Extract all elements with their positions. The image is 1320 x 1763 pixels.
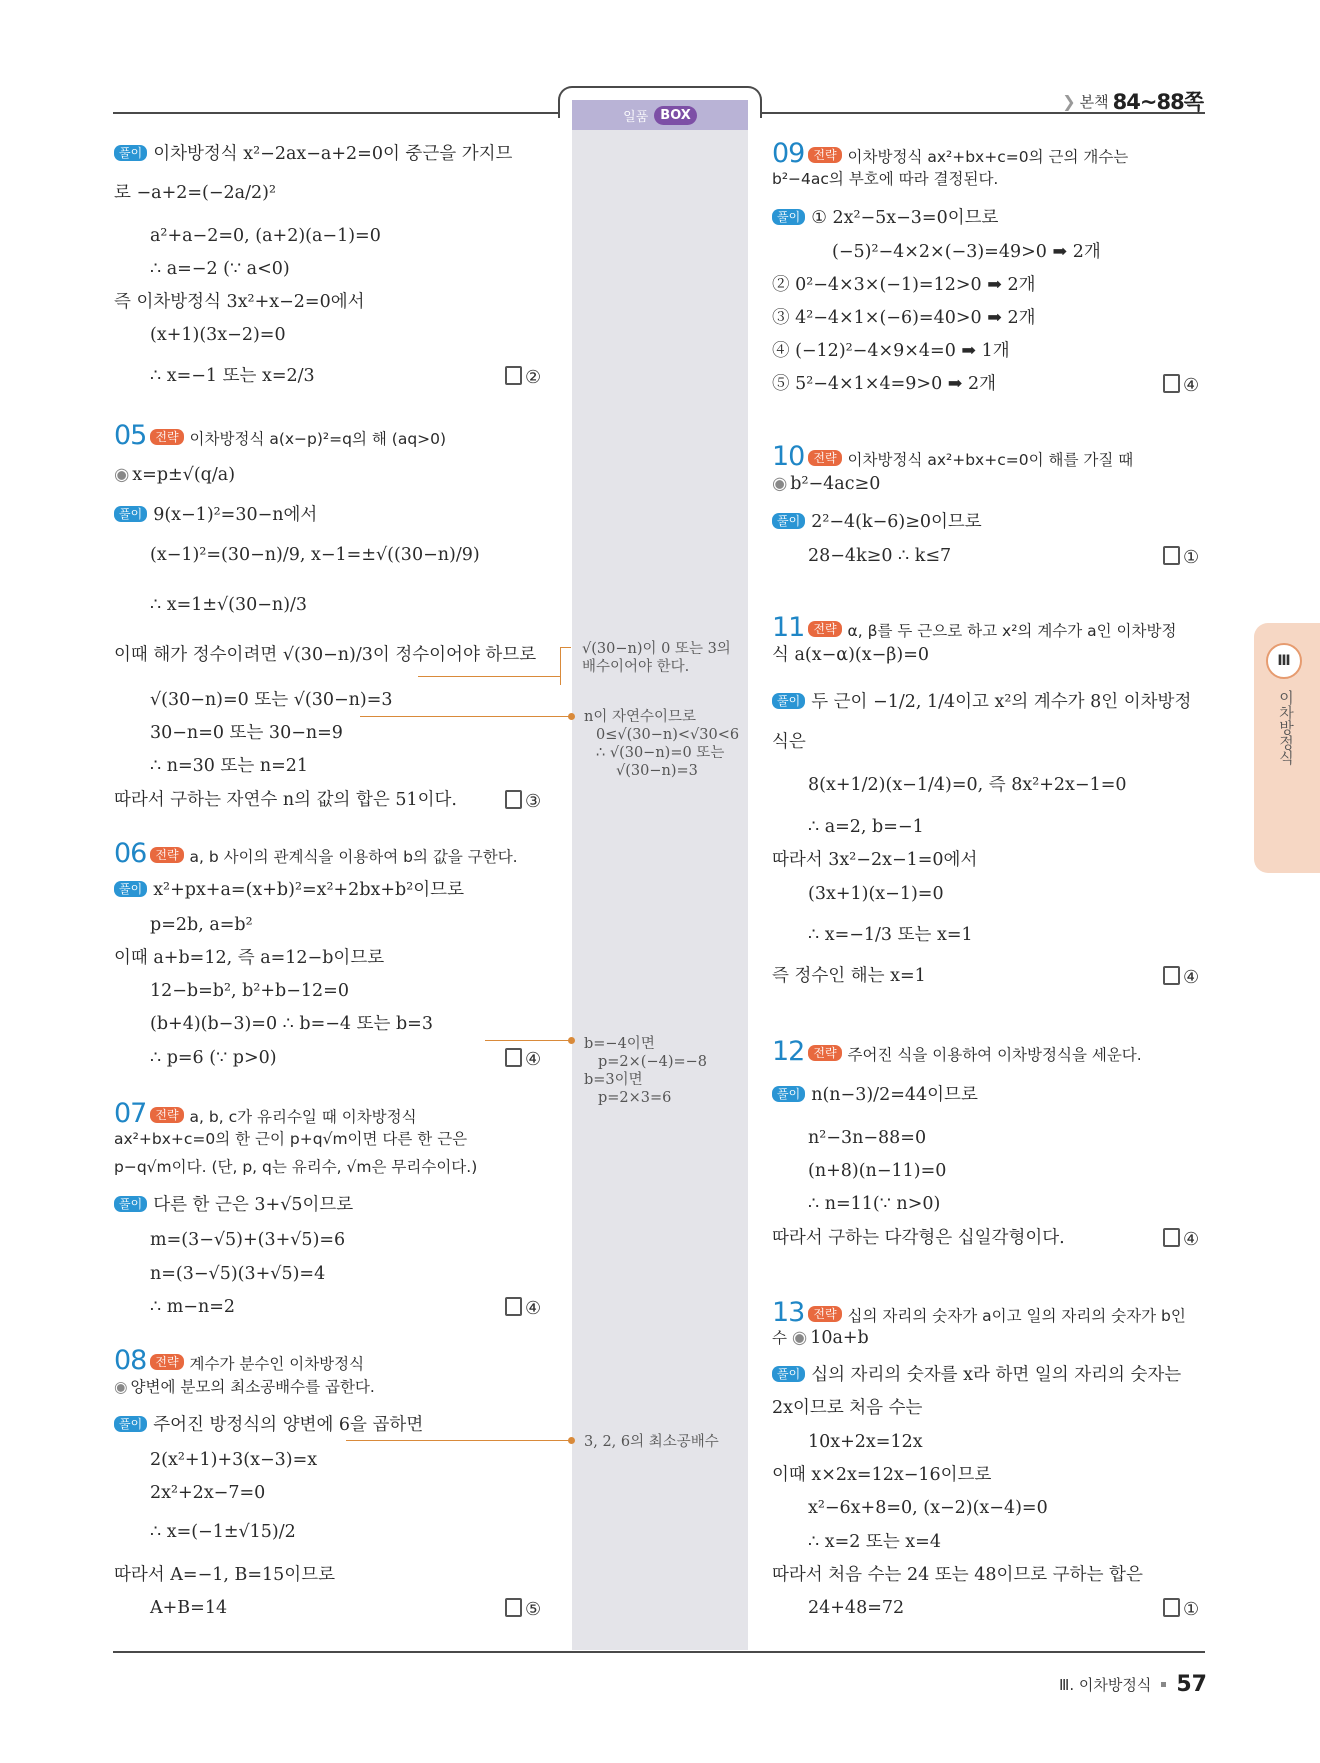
answer-icon — [1163, 374, 1180, 393]
footer-chapter: Ⅲ. 이차방정식 — [1059, 1676, 1152, 1694]
answer-icon — [505, 366, 522, 385]
page-reference — [1062, 86, 1203, 116]
p10-line-2: 28−4k≥0 ∴ k≤7 — [808, 546, 952, 566]
p11-header: 11 전략 α, β를 두 근으로 하고 x²의 계수가 a인 이차방정 — [772, 612, 1177, 643]
answer-icon — [1163, 1228, 1180, 1247]
p11-line-7: ∴ x=−1/3 또는 x=1 — [808, 925, 973, 945]
p13-strategy-2: 수 ◉ 10a+b — [772, 1328, 869, 1348]
p10-header: 10 전략 이차방정식 ax²+bx+c=0이 해를 가질 때 — [772, 441, 1134, 472]
p11-line-4: ∴ a=2, b=−1 — [808, 817, 924, 837]
chapter-numeral: Ⅲ — [1266, 643, 1302, 679]
p12-header: 12 전략 주어진 식을 이용하여 이차방정식을 세운다. — [772, 1036, 1142, 1067]
p11-answer: ④ — [1163, 966, 1199, 988]
answer-icon — [505, 1598, 522, 1617]
p07-line-3: n=(3−√5)(3+√5)=4 — [150, 1264, 326, 1284]
connector-dot — [568, 1437, 575, 1444]
p05-line-3: ∴ x=1±√(30−n)/3 — [150, 595, 308, 615]
answer-icon — [1163, 966, 1180, 985]
box-label-prefix: 일품 — [623, 109, 649, 125]
p12-line-5: 따라서 구하는 다각형은 십일각형이다. — [772, 1228, 1065, 1248]
p13-line-3: 10x+2x=12x — [808, 1432, 923, 1452]
chevron-right-icon: ❯ — [1062, 91, 1076, 111]
p13-line-6: ∴ x=2 또는 x=4 — [808, 1532, 941, 1552]
answer-icon — [1163, 546, 1180, 565]
p06-header: 06 전략 a, b 사이의 관계식을 이용하여 b의 값을 구한다. — [114, 838, 518, 869]
box-note-2: n이 자연수이므로 0≤√(30−n)<√30<6 ∴ √(30−n)=0 또는 √(30−n)=3 — [584, 709, 740, 780]
p08-line-3: 2x²+2x−7=0 — [150, 1483, 266, 1503]
footer-separator — [1161, 1682, 1166, 1687]
p05-line-5: √(30−n)=0 또는 √(30−n)=3 — [150, 690, 393, 710]
box-note-1: √(30−n)이 0 또는 3의 배수이어야 한다. — [582, 641, 731, 676]
connector-2 — [360, 716, 570, 717]
p05-strategy-2: ◉ x=p±√(q/a) — [114, 465, 236, 485]
p08-header: 08 전략 계수가 분수인 이차방정식 — [114, 1345, 365, 1376]
p08-line-4: ∴ x=(−1±√15)/2 — [150, 1522, 296, 1542]
p07-strategy-3: p−q√m이다. (단, p, q는 유리수, √m은 무리수이다.) — [114, 1158, 478, 1176]
p12-line-3: (n+8)(n−11)=0 — [808, 1161, 947, 1181]
p07-line-2: m=(3−√5)+(3+√5)=6 — [150, 1230, 346, 1250]
circle-arrow-icon: ◉ — [114, 465, 130, 485]
box-note-3: b=−4이면 p=2×(−4)=−8 b=3이면 p=2×3=6 — [584, 1036, 708, 1107]
answer-icon — [505, 790, 522, 809]
p11-line-8: 즉 정수인 해는 x=1 — [772, 966, 926, 986]
p09-line-1: 풀이 ① 2x²−5x−3=0이므로 — [772, 208, 998, 229]
p08-line-2: 2(x²+1)+3(x−3)=x — [150, 1450, 318, 1470]
circle-arrow-icon: ◉ — [114, 1378, 128, 1396]
p04-line-5: 즉 이차방정식 3x²+x−2=0에서 — [114, 292, 365, 312]
p04-answer: ② — [505, 366, 541, 388]
p08-line-5: 따라서 A=−1, B=15이므로 — [114, 1565, 336, 1585]
p09-line-6: ⑤ 5²−4×1×4=9>0 ➡ 2개 — [772, 374, 997, 394]
p11-line-1: 풀이 두 근이 −1/2, 1/4이고 x²의 계수가 8인 이차방정 — [772, 692, 1191, 713]
p09-line-5: ④ (−12)²−4×9×4=0 ➡ 1개 — [772, 341, 1010, 361]
p04-line-2: 로 −a+2=(−2a/2)² — [114, 183, 276, 203]
p13-answer: ① — [1163, 1598, 1199, 1620]
p08-line-6: A+B=14 — [150, 1598, 228, 1618]
p11-line-5: 따라서 3x²−2x−1=0에서 — [772, 850, 978, 870]
p08-line-1: 풀이 주어진 방정식의 양변에 6을 곱하면 — [114, 1415, 423, 1436]
p04-line-1: 풀이 이차방정식 x²−2ax−a+2=0이 중근을 가지므 — [114, 144, 512, 165]
p06-line-6: ∴ p=6 (∵ p>0) — [150, 1048, 277, 1068]
p13-line-4: 이때 x×2x=12x−16이므로 — [772, 1465, 992, 1485]
connector-3 — [485, 1040, 570, 1041]
p06-line-4: 12−b=b², b²+b−12=0 — [150, 981, 349, 1001]
p05-line-1: 풀이 9(x−1)²=30−n에서 — [114, 505, 317, 526]
p07-answer: ④ — [505, 1297, 541, 1319]
p12-line-4: ∴ n=11(∵ n>0) — [808, 1194, 941, 1214]
p07-strategy-2: ax²+bx+c=0의 한 근이 p+q√m이면 다른 한 근은 — [114, 1130, 468, 1148]
p05-line-7: ∴ n=30 또는 n=21 — [150, 756, 309, 776]
box-column — [572, 100, 748, 1650]
circle-arrow-icon: ◉ — [772, 474, 788, 494]
footer — [1059, 1672, 1207, 1697]
answer-icon — [1163, 1598, 1180, 1617]
p09-line-4: ③ 4²−4×1×(−6)=40>0 ➡ 2개 — [772, 308, 1036, 328]
p06-line-2: p=2b, a=b² — [150, 915, 253, 935]
p12-line-2: n²−3n−88=0 — [808, 1128, 927, 1148]
p12-answer: ④ — [1163, 1228, 1199, 1250]
answer-icon — [505, 1297, 522, 1316]
connector-1b — [560, 647, 571, 678]
p05-answer: ③ — [505, 790, 541, 812]
connector-1 — [418, 676, 561, 685]
p12-line-1: 풀이 n(n−3)/2=44이므로 — [772, 1085, 978, 1106]
p05-line-8: 따라서 구하는 자연수 n의 값의 합은 51이다. — [114, 790, 457, 810]
p06-answer: ④ — [505, 1048, 541, 1070]
p10-line-1: 풀이 2²−4(k−6)≥0이므로 — [772, 512, 982, 533]
p09-line-2: (−5)²−4×2×(−3)=49>0 ➡ 2개 — [832, 242, 1101, 262]
box-header — [572, 100, 748, 130]
connector-dot — [568, 713, 575, 720]
box-badge: BOX — [654, 106, 697, 125]
p13-line-2: 2x이므로 처음 수는 — [772, 1398, 923, 1418]
p04-line-7: ∴ x=−1 또는 x=2/3 — [150, 366, 315, 386]
p09-header: 09 전략 이차방정식 ax²+bx+c=0의 근의 개수는 — [772, 138, 1129, 169]
p07-line-4: ∴ m−n=2 — [150, 1297, 236, 1317]
page-number: 57 — [1176, 1672, 1207, 1697]
connector-dot — [568, 1037, 575, 1044]
p08-strategy-2: ◉ 양변에 분모의 최소공배수를 곱한다. — [114, 1378, 375, 1396]
p13-line-7: 따라서 처음 수는 24 또는 48이므로 구하는 합은 — [772, 1565, 1143, 1585]
p07-line-1: 풀이 다른 한 근은 3+√5이므로 — [114, 1195, 353, 1216]
p05-line-6: 30−n=0 또는 30−n=9 — [150, 723, 343, 743]
p10-answer: ① — [1163, 546, 1199, 568]
connector-4 — [346, 1440, 570, 1441]
p07-header: 07 전략 a, b, c가 유리수일 때 이차방정식 — [114, 1098, 417, 1129]
answer-icon — [505, 1048, 522, 1067]
ref-pages: 84~88쪽 — [1112, 90, 1203, 114]
box-note-4: 3, 2, 6의 최소공배수 — [584, 1434, 719, 1450]
ref-prefix: 본책 — [1079, 92, 1109, 111]
p05-line-2: (x−1)²=(30−n)/9, x−1=±√((30−n)/9) — [150, 545, 480, 565]
p13-line-5: x²−6x+8=0, (x−2)(x−4)=0 — [808, 1498, 1048, 1518]
p09-answer: ④ — [1163, 374, 1199, 396]
p13-line-1: 풀이 십의 자리의 숫자를 x라 하면 일의 자리의 숫자는 — [772, 1365, 1181, 1386]
p06-line-1: 풀이 x²+px+a=(x+b)²=x²+2bx+b²이므로 — [114, 880, 464, 901]
bottom-rule — [113, 1651, 1205, 1653]
p04-line-3: a²+a−2=0, (a+2)(a−1)=0 — [150, 226, 381, 246]
p11-line-2: 식은 — [772, 732, 806, 752]
p06-line-5: (b+4)(b−3)=0 ∴ b=−4 또는 b=3 — [150, 1014, 433, 1034]
p05-header: 05 전략 이차방정식 a(x−p)²=q의 해 (aq>0) — [114, 420, 447, 451]
p04-line-6: (x+1)(3x−2)=0 — [150, 325, 286, 345]
p11-line-6: (3x+1)(x−1)=0 — [808, 884, 944, 904]
p04-line-4: ∴ a=−2 (∵ a<0) — [150, 259, 290, 279]
p08-answer: ⑤ — [505, 1598, 541, 1620]
p11-line-3: 8(x+1/2)(x−1/4)=0, 즉 8x²+2x−1=0 — [808, 775, 1127, 795]
p09-strategy-2: b²−4ac의 부호에 따라 결정된다. — [772, 170, 999, 188]
chapter-side-label: 이차방정식 — [1277, 690, 1295, 765]
p11-strategy-2: 식 a(x−α)(x−β)=0 — [772, 645, 930, 665]
p05-line-4: 이때 해가 정수이려면 √(30−n)/3이 정수이어야 하므로 — [114, 645, 537, 665]
p13-line-8: 24+48=72 — [808, 1598, 905, 1618]
circle-arrow-icon: ◉ — [791, 1328, 808, 1348]
p13-header: 13 전략 십의 자리의 숫자가 a이고 일의 자리의 숫자가 b인 — [772, 1297, 1186, 1328]
p09-line-3: ② 0²−4×3×(−1)=12>0 ➡ 2개 — [772, 275, 1036, 295]
solution-tag: 풀이 — [114, 145, 147, 161]
p10-strategy-2: ◉ b²−4ac≥0 — [772, 474, 881, 494]
p06-line-3: 이때 a+b=12, 즉 a=12−b이므로 — [114, 948, 385, 968]
